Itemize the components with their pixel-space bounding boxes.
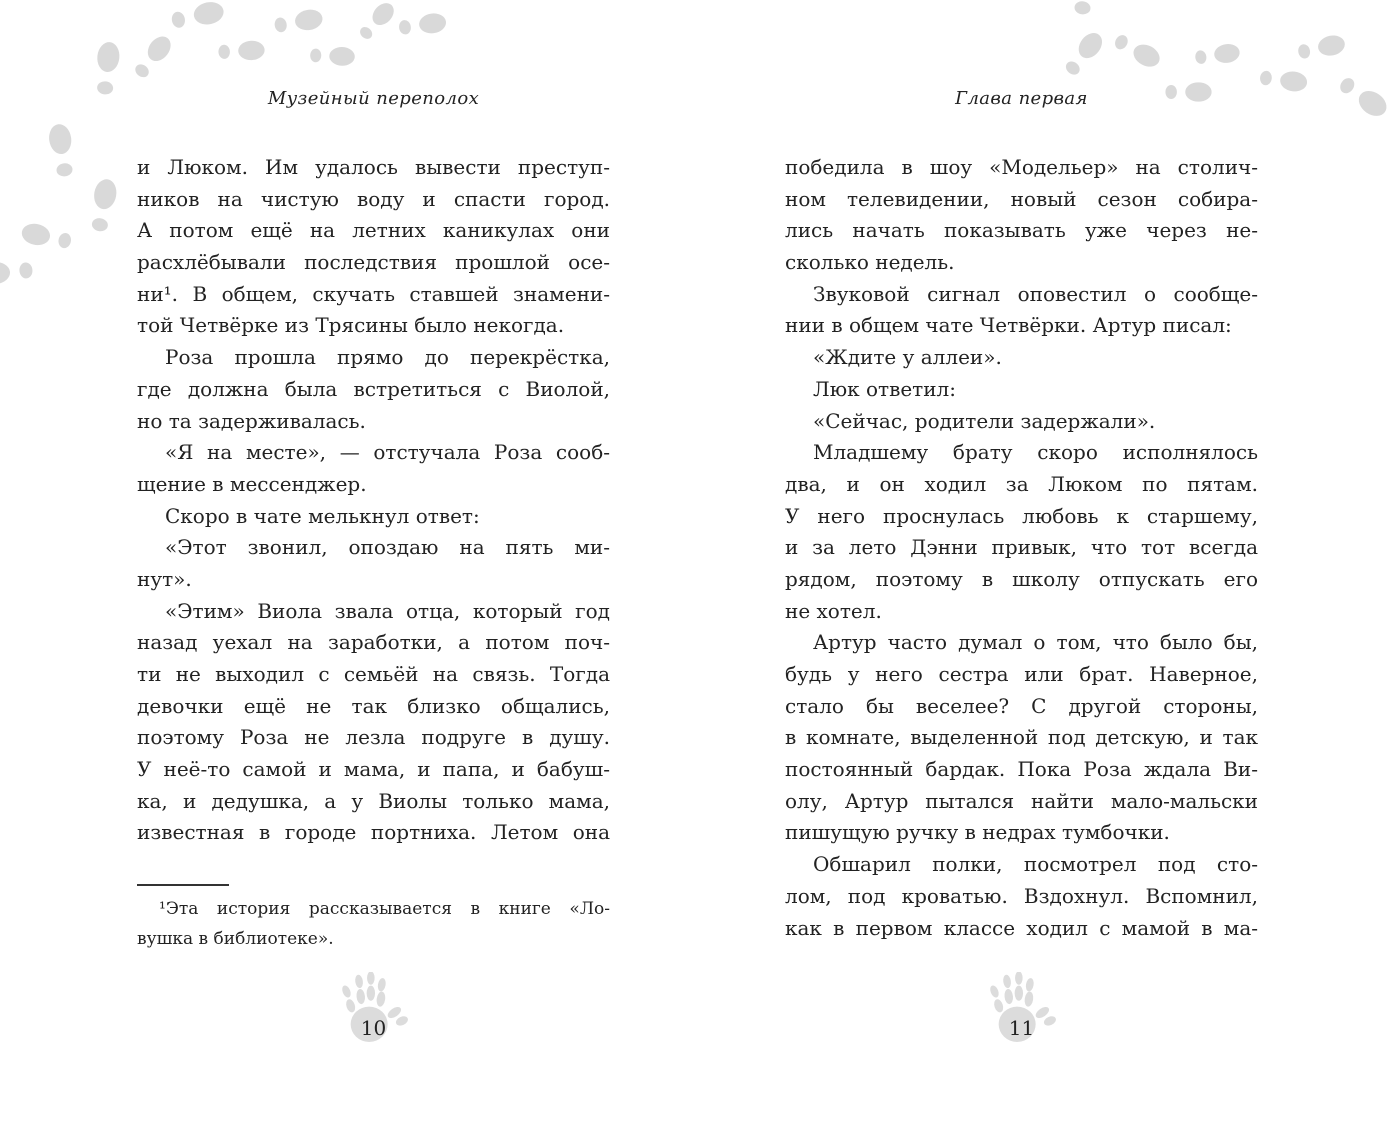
text-line: «Этим» Виола звала отца, который год [165, 598, 610, 623]
text-line: будь у него сестра или брат. Наверное, [785, 662, 1258, 686]
text-line: Младшему брату скоро исполнялось [813, 440, 1258, 465]
text-line: пишущую ручку в недрах тумбочки. [785, 820, 1170, 845]
text-line: «Сейчас, родители задержали». [813, 408, 1156, 433]
text-line: У него проснулась любовь к старшему, [785, 503, 1258, 528]
text-line: ка, и дедушка, а у Виолы только мама, [137, 788, 610, 813]
running-head-right: Глава первая [955, 88, 1088, 109]
page-left [137, 0, 610, 1125]
text-line: Артур часто думал о том, что было бы, [813, 630, 1258, 655]
page-number-right: 11 [1008, 1016, 1035, 1040]
text-line: Звуковой сигнал оповестил о сообще- [813, 281, 1258, 306]
text-line: ¹Эта история рассказывается в книге «Ло- [159, 899, 610, 919]
page-right [785, 0, 1258, 1125]
body-text-left [137, 152, 610, 849]
text-line: Скоро в чате мелькнул ответ: [165, 503, 480, 528]
text-line: поэтому Роза не лезла подруге в душу. [137, 725, 610, 750]
text-line: назад уехал на заработки, а потом поч- [137, 630, 610, 655]
footprint-icon [91, 41, 123, 99]
text-line: щение в мессенджер. [137, 471, 367, 496]
text-line: и за лето Дэнни привык, что тот всегда [785, 535, 1258, 560]
text-line: нут». [137, 566, 192, 591]
text-line: расхлёбывали последствия прошлой осе- [137, 250, 610, 275]
text-line: в комнате, выделенной под детскую, и так [785, 725, 1258, 750]
text-line: не хотел. [785, 598, 882, 623]
text-line: ников на чистую воду и спасти город. [137, 186, 610, 211]
text-line: два, и он ходил за Люком по пятам. [785, 471, 1258, 496]
text-line: А потом ещё на летних каникулах они [137, 218, 610, 243]
text-line: ти не выходил с семьёй на связь. Тогда [137, 662, 610, 686]
footprint-icon [19, 219, 76, 254]
text-line: победила в шоу «Модельер» на столич- [785, 155, 1258, 179]
text-line: У неё-то самой и мама, и папа, и бабуш- [137, 757, 610, 782]
footnote [137, 884, 610, 954]
text-line: но та задерживалась. [137, 408, 366, 433]
text-line: Люк ответил: [813, 376, 956, 401]
text-line: лись начать показывать уже через не- [785, 218, 1258, 243]
footprint-icon [1332, 69, 1393, 122]
folio-right [785, 972, 1258, 1082]
text-line: девочки ещё не так близко общались, [137, 693, 610, 718]
running-head-left: Музейный переполох [267, 88, 480, 109]
footprint-icon [45, 122, 79, 181]
footnote-rule [137, 884, 229, 886]
folio-left [137, 972, 610, 1082]
text-line: где должна была встретиться с Виолой, [137, 376, 610, 401]
text-line: ном телевидении, новый сезон собира- [785, 186, 1258, 211]
text-line: стало бы веселее? С другой стороны, [785, 693, 1258, 718]
footprint-icon [1293, 31, 1347, 64]
text-line: и Люком. Им удалось вывести преступ- [137, 155, 610, 179]
footprint-icon [0, 257, 37, 288]
text-line: Роза прошла прямо до перекрёстка, [165, 345, 610, 370]
text-line: известная в городе портниха. Летом она [137, 820, 610, 845]
text-line: «Я на месте», — отстучала Роза сооб- [165, 440, 610, 465]
text-line: как в первом классе ходил с мамой в ма- [785, 915, 1258, 940]
footnote-text [137, 894, 610, 954]
text-line: олу, Артур пытался найти мало-мальски [785, 788, 1258, 813]
text-line: сколько недель. [785, 250, 955, 275]
text-line: той Четвёрке из Трясины было некогда. [137, 313, 565, 338]
text-line: вушка в библиотеке». [137, 929, 334, 949]
text-line: рядом, поэтому в школу отпускать его [785, 566, 1258, 591]
text-line: «Ждите у аллеи». [813, 345, 1002, 370]
text-line: нии в общем чате Четвёрки. Артур писал: [785, 313, 1232, 338]
text-line: лом, под кроватью. Вздохнул. Вспомнил, [785, 883, 1258, 908]
text-line: «Этот звонил, опоздаю на пять ми- [165, 535, 610, 560]
footprint-icon [1256, 65, 1309, 94]
footprint-icon [85, 177, 120, 237]
body-text-right [785, 152, 1258, 944]
text-line: постоянный бардак. Пока Роза ждала Ви- [785, 757, 1258, 782]
text-line: ни¹. В общем, скучать ставшей знамени- [137, 281, 610, 306]
page-number-left: 10 [360, 1016, 387, 1040]
text-line: Обшарил полки, посмотрел под сто- [813, 852, 1258, 877]
